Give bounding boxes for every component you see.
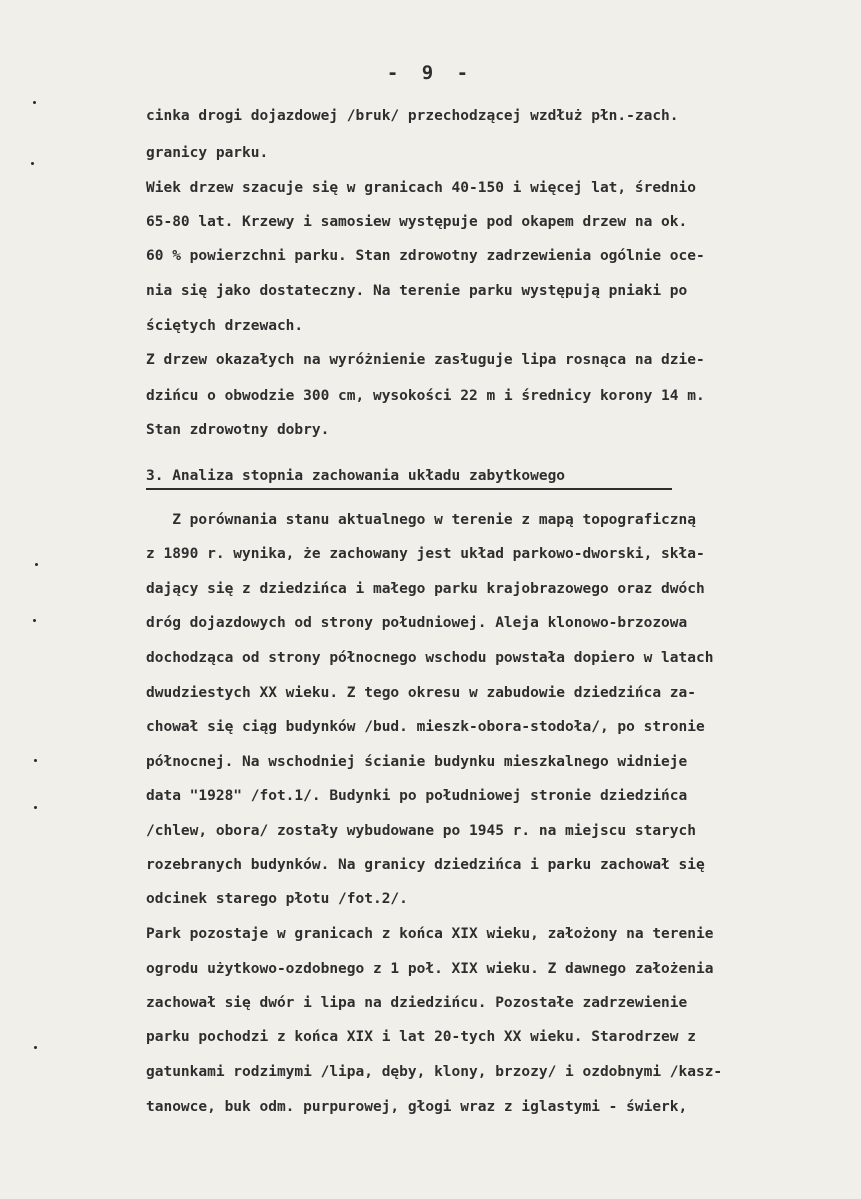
text-line: dzińcu o obwodzie 300 cm, wysokości 22 m i średnicy korony 14 m. (146, 388, 705, 404)
margin-dot (34, 759, 37, 762)
text-line: dwudziestych XX wieku. Z tego okresu w zabudowie dziedzińca za- (146, 685, 696, 701)
text-line: ogrodu użytkowo-ozdobnego z 1 poł. XIX wieku. Z dawnego założenia (146, 961, 714, 977)
text-line: Z drzew okazałych na wyróżnienie zasługuje lipa rosnąca na dzie- (146, 352, 705, 368)
text-line: chował się ciąg budynków /bud. mieszk-obora-stodoła/, po stronie (146, 719, 705, 735)
text-line: tanowce, buk odm. purpurowej, głogi wraz z iglastymi - świerk, (146, 1099, 688, 1115)
margin-dot (31, 162, 34, 165)
text-line: Wiek drzew szacuje się w granicach 40-150 i więcej lat, średnio (146, 180, 696, 196)
text-line: nia się jako dostateczny. Na terenie parku występują pniaki po (146, 283, 688, 299)
page-number: - 9 - (386, 62, 475, 84)
margin-dot (34, 1046, 37, 1049)
text-line: parku pochodzi z końca XIX i lat 20-tych XX wieku. Starodrzew z (146, 1029, 696, 1045)
text-line: 60 % powierzchni parku. Stan zdrowotny zadrzewienia ogólnie oce- (146, 248, 705, 264)
margin-dot (35, 563, 38, 566)
margin-dot (33, 619, 36, 622)
text-line: dający się z dziedzińca i małego parku krajobrazowego oraz dwóch (146, 581, 705, 597)
text-line: z 1890 r. wynika, że zachowany jest układ parkowo-dworski, skła- (146, 546, 705, 562)
text-line: rozebranych budynków. Na granicy dziedzińca i parku zachował się (146, 857, 705, 873)
text-line: /chlew, obora/ zostały wybudowane po 1945 r. na miejscu starych (146, 823, 696, 839)
text-line: dochodząca od strony północnego wschodu powstała dopiero w latach (146, 650, 714, 666)
text-line: zachował się dwór i lipa na dziedzińcu. Pozostałe zadrzewienie (146, 995, 688, 1011)
text-line: dróg dojazdowych od strony południowej. Aleja klonowo-brzozowa (146, 615, 688, 631)
text-line: ściętych drzewach. (146, 318, 304, 334)
text-line: Park pozostaje w granicach z końca XIX wieku, założony na terenie (146, 926, 714, 942)
text-line: Stan zdrowotny dobry. (146, 422, 330, 438)
text-line: 65-80 lat. Krzewy i samosiew występuje pod okapem drzew na ok. (146, 214, 688, 230)
heading-underline (146, 488, 672, 490)
text-line: gatunkami rodzimymi /lipa, dęby, klony, brzozy/ i ozdobnymi /kasz- (146, 1064, 723, 1080)
text-line: granicy parku. (146, 145, 269, 161)
text-line: data "1928" /fot.1/. Budynki po południowej stronie dziedzińca (146, 788, 688, 804)
margin-dot (33, 101, 36, 104)
text-line: północnej. Na wschodniej ścianie budynku mieszkalnego widnieje (146, 754, 688, 770)
section-heading: 3. Analiza stopnia zachowania układu zabytkowego (146, 468, 566, 484)
text-line: cinka drogi dojazdowej /bruk/ przechodzącej wzdłuż płn.-zach. (146, 108, 679, 124)
text-line: odcinek starego płotu /fot.2/. (146, 891, 408, 907)
margin-dot (34, 806, 37, 809)
text-line: Z porównania stanu aktualnego w terenie z mapą topograficzną (146, 512, 696, 528)
